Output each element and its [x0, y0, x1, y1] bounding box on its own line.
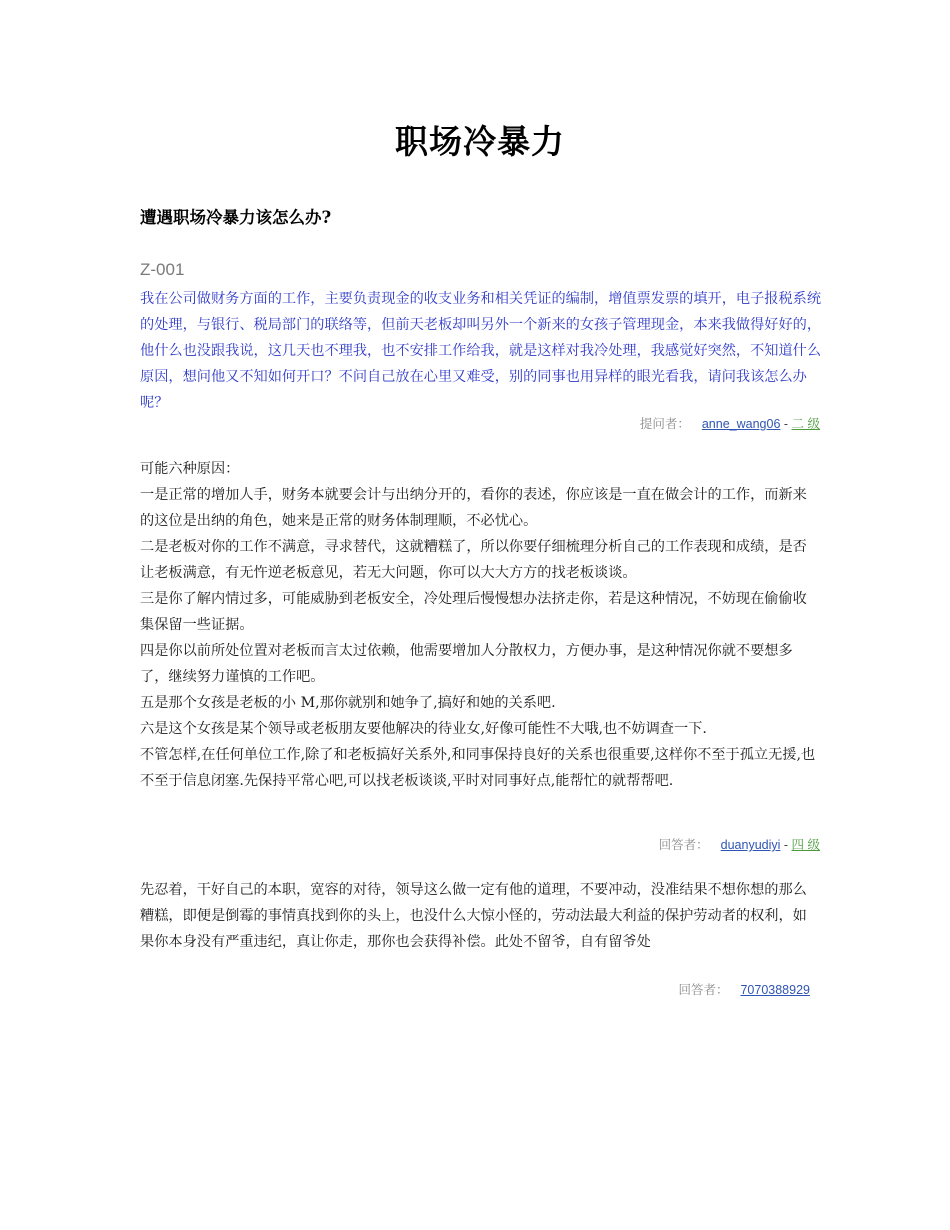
- meta-separator: -: [780, 417, 792, 431]
- answerer-username-link[interactable]: 7070388929: [740, 983, 810, 997]
- answer-line: 五是那个女孩是老板的小 M,那你就别和她争了,搞好和她的关系吧.: [140, 695, 556, 711]
- asker-label: 提问者：: [639, 416, 690, 431]
- answerer-level-link[interactable]: 四 级: [791, 838, 820, 852]
- asker-username-link[interactable]: anne_wang06: [701, 417, 781, 431]
- answer-2-meta: [678, 980, 810, 998]
- answer-line: 不管怎样,在任何单位工作,除了和老板搞好关系外,和同事保持良好的关系也很重要,这样你不至于孤立无援,也不至于信息闭塞.先保持平常心吧,可以找老板谈谈,平时对同事好点,能帮忙的就帮帮吧.: [140, 747, 816, 789]
- question-id: Z-001: [140, 260, 185, 279]
- answer-1: [140, 456, 820, 794]
- asker-level-link[interactable]: 二 级: [791, 417, 820, 431]
- answer-line: 二是老板对你的工作不满意，寻求替代，这就糟糕了，所以你要仔细梳理分析自己的工作表现和成绩，是否让老板满意，有无忤逆老板意见，若无大问题，你可以大大方方的找老板谈谈。: [140, 539, 807, 581]
- question-text: 我在公司做财务方面的工作，主要负责现金的收支业务和相关凭证的编制，增值票发票的填开，电子报税系统的处理，与银行、税局部门的联络等，但前天老板却叫另外一个新来的女孩子管理现金，本来我做得好好的，他什么也没跟我说，这几天也不理我，也不安排工作给我，就是这样对我冷处理，我感觉好突然，不知道什么原因，想问他又不知如何开口？不问自己放在心里又难受，别的同事也用异样的眼光看我，请问我该怎么办呢？: [140, 291, 822, 411]
- section-heading: 遭遇职场冷暴力该怎么办?: [140, 208, 332, 227]
- answerer-label: 回答者：: [678, 982, 729, 997]
- answer-line: 三是你了解内情过多，可能威胁到老板安全，冷处理后慢慢想办法挤走你，若是这种情况，不妨现在偷偷收集保留一些证据。: [140, 591, 807, 633]
- answer-line: 先忍着，干好自己的本职，宽容的对待，领导这么做一定有他的道理，不要冲动，没准结果不想你想的那么糟糕，即便是倒霉的事情真找到你的头上，也没什么大惊小怪的，劳动法最大利益的保护劳动者的权利，如果你本身没有严重违纪，真让你走，那你也会获得补偿。此处不留爷，自有留爷处: [140, 882, 807, 950]
- question-meta: [640, 414, 820, 432]
- answerer-username-link[interactable]: duanyudiyi: [720, 838, 781, 852]
- answerer-label: 回答者：: [658, 837, 709, 852]
- answer-2: [140, 877, 820, 955]
- answer-line: 六是这个女孩是某个领导或老板朋友要他解决的待业女,好像可能性不大哦,也不妨调查一下.: [140, 721, 707, 737]
- answer-line: 一是正常的增加人手，财务本就要会计与出纳分开的，看你的表述，你应该是一直在做会计的工作，而新来的这位是出纳的角色，她来是正常的财务体制理顺，不必忧心。: [140, 487, 807, 529]
- page-title: 职场冷暴力: [395, 122, 565, 161]
- answer-1-meta: [659, 835, 820, 853]
- meta-separator: -: [780, 838, 792, 852]
- answer-line: 可能六种原因：: [140, 461, 240, 477]
- answer-line: 四是你以前所处位置对老板而言太过依赖，他需要增加人分散权力，方便办事，是这种情况你就不要想多了，继续努力谨慎的工作吧。: [140, 643, 793, 685]
